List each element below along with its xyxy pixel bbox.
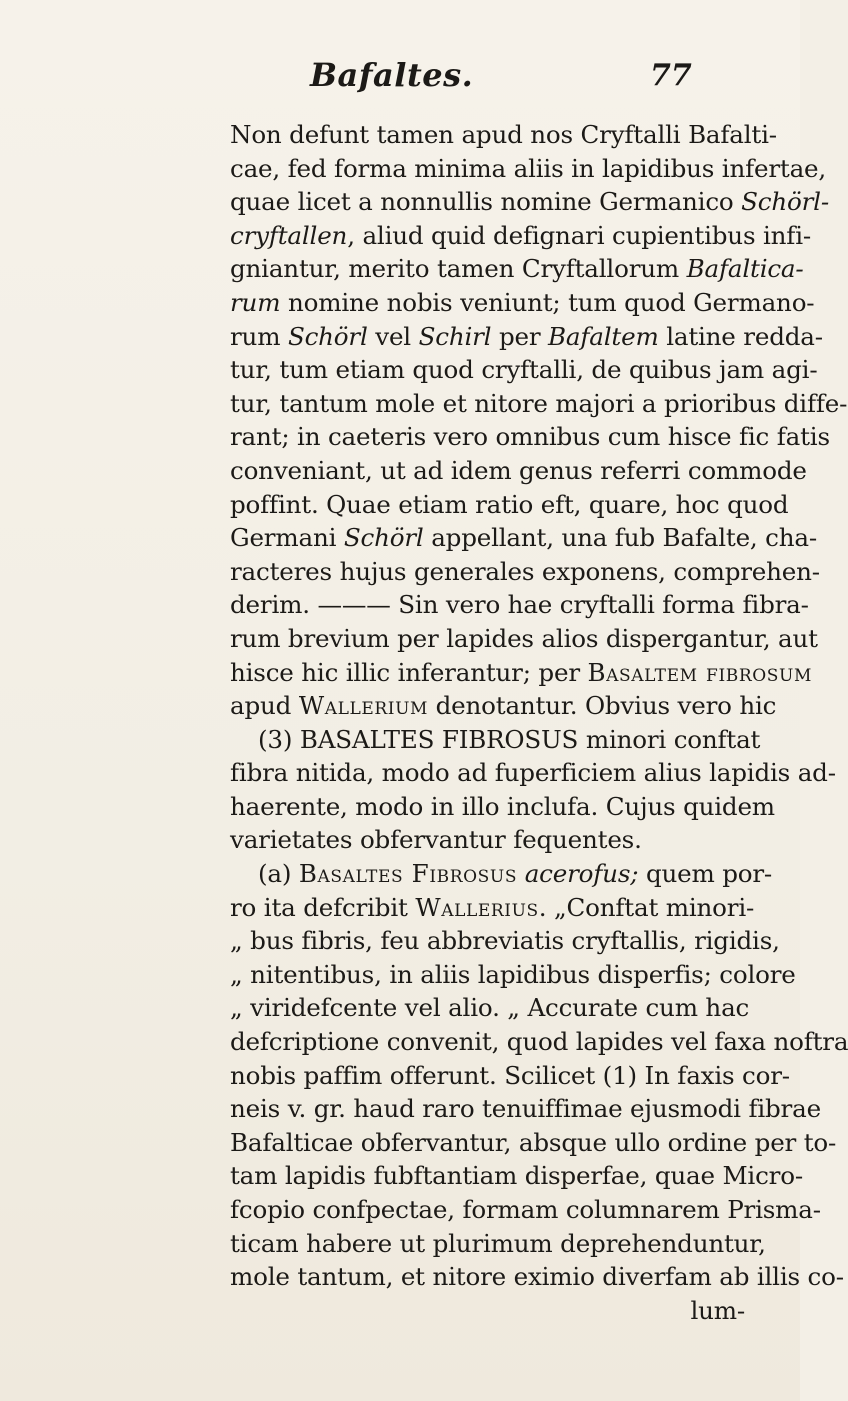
text-segment: tam lapidis fubftantiam disperfae, quae Micro- <box>230 1161 803 1191</box>
text-segment: poffint. Quae etiam ratio eft, quare, hoc quod <box>230 489 789 519</box>
text-segment <box>517 859 525 888</box>
text-segment: rum brevium per lapides alios dispergantur, aut <box>230 623 818 653</box>
text-segment: appellant, una fub Bafalte, cha- <box>423 523 817 553</box>
text-segment: hisce hic illic inferantur; per <box>230 657 588 687</box>
text-line <box>230 756 836 790</box>
text-segment: (a) <box>258 859 299 889</box>
text-line <box>230 353 818 387</box>
text-segment: neis v. gr. haud raro tenuiffimae ejusmodi fibrae <box>230 1094 821 1124</box>
text-line <box>230 958 796 992</box>
text-line <box>230 991 750 1025</box>
italic-text: Schörl- <box>741 187 829 217</box>
text-line <box>230 1025 848 1059</box>
text-line <box>230 219 811 253</box>
italic-text: cryftallen <box>230 220 348 250</box>
text-segment: „ nitentibus, in aliis lapidibus disperfis; colore <box>230 959 796 989</box>
text-segment: , aliud quid defignari cupientibus infi- <box>347 220 811 250</box>
text-segment: „ bus fibris, feu abbreviatis cryftallis, rigidis, <box>230 926 780 956</box>
text-segment: . „Conftat minori- <box>538 892 755 922</box>
text-line <box>230 185 829 219</box>
text-line <box>230 689 777 723</box>
text-line <box>230 387 848 421</box>
text-line <box>230 823 745 857</box>
text-segment: fcopio confpectae, formam columnarem Prisma- <box>230 1195 821 1224</box>
text-segment: apud <box>230 691 299 721</box>
italic-text: Bafaltica- <box>686 254 804 284</box>
text-line <box>230 622 818 656</box>
text-line <box>230 656 812 690</box>
text-line <box>230 723 761 757</box>
text-segment: Bafalticae obfervantur, absque ullo ordine per to- <box>230 1127 837 1157</box>
text-segment: racteres hujus generales exponens, comprehen- <box>230 556 820 586</box>
text-line <box>230 521 817 555</box>
text-line <box>230 857 773 891</box>
text-line <box>230 555 820 589</box>
text-segment: tur, tantum mole et nitore majori a prioribus diffe- <box>230 388 848 418</box>
text-segment: Non defunt tamen apud nos Cryftalli Bafalti- <box>230 120 777 149</box>
text-segment: latine redda- <box>658 321 823 351</box>
text-segment: fibra nitida, modo ad fuperficiem alius lapidis ad- <box>230 758 836 788</box>
text-segment: ro ita defcribit <box>230 892 416 922</box>
text-line <box>230 488 789 522</box>
text-line <box>230 790 775 824</box>
text-line <box>230 1092 821 1126</box>
text-line <box>230 420 830 454</box>
body-text <box>230 118 848 1327</box>
italic-text: acerofus; <box>524 859 639 889</box>
italic-text: Bafaltem <box>548 321 659 351</box>
italic-text: Schörl <box>343 523 424 553</box>
text-segment: rum <box>230 321 288 351</box>
text-segment: per <box>491 321 549 351</box>
running-title: Bafaltes. <box>310 56 474 94</box>
text-segment: gniantur, merito tamen Cryftallorum <box>230 254 687 284</box>
text-line <box>230 891 755 925</box>
text-line <box>230 152 827 186</box>
text-line <box>230 1260 844 1294</box>
text-segment: haerente, modo in illo inclufa. Cujus quidem <box>230 791 775 821</box>
text-line <box>230 1294 745 1328</box>
text-line <box>230 1059 790 1093</box>
text-segment: mole tantum, et nitore eximio diverfam ab illis co- <box>230 1262 844 1292</box>
text-segment: „ viridefcente vel alio. „ Accurate cum hac <box>230 993 750 1023</box>
small-caps-text: Basaltem fibrosum <box>587 657 812 687</box>
page-number: 77 <box>650 58 692 93</box>
text-line <box>230 454 807 488</box>
italic-text: Schirl <box>418 321 492 351</box>
text-line <box>230 1227 766 1261</box>
text-segment: rant; in caeteris vero omnibus cum hisce fic fatis <box>230 422 830 452</box>
text-line <box>230 286 815 320</box>
italic-text: Schörl <box>287 321 368 351</box>
text-segment: defcriptione convenit, quod lapides vel faxa noftra <box>230 1027 848 1057</box>
text-line <box>230 1126 837 1160</box>
text-line <box>230 588 809 622</box>
text-segment: varietates obfervantur fequentes. <box>230 825 642 855</box>
text-segment: (3) BASALTES FIBROSUS minori conftat <box>258 724 761 754</box>
text-line <box>230 1159 803 1193</box>
text-segment: vel <box>367 321 419 351</box>
text-segment: quem por- <box>638 859 773 889</box>
text-segment: quae licet a nonnullis nomine Germanico <box>230 187 742 217</box>
text-line <box>230 252 804 286</box>
italic-text: rum <box>230 287 281 317</box>
text-line <box>230 924 780 958</box>
text-segment: lum- <box>690 1295 745 1325</box>
text-segment: denotantur. Obvius vero hic <box>428 691 777 721</box>
text-line <box>230 1193 821 1227</box>
text-segment: conveniant, ut ad idem genus referri commode <box>230 455 807 485</box>
text-line <box>230 118 777 152</box>
text-segment: cae, fed forma minima aliis in lapidibus infertae, <box>230 153 827 183</box>
running-head <box>0 56 800 96</box>
text-segment: derim. ——— Sin vero hae cryftalli forma fibra- <box>230 590 809 620</box>
text-line <box>230 320 823 354</box>
text-segment: Germani <box>230 523 344 553</box>
text-segment: nomine nobis veniunt; tum quod Germano- <box>280 287 815 317</box>
small-caps-text: Basaltes Fibrosus <box>298 859 518 889</box>
text-segment: tur, tum etiam quod cryftalli, de quibus jam agi- <box>230 355 818 385</box>
text-segment: nobis paffim offerunt. Scilicet (1) In faxis cor- <box>230 1060 790 1090</box>
small-caps-text: Wallerius <box>415 892 539 922</box>
text-segment: ticam habere ut plurimum deprehenduntur, <box>230 1228 766 1258</box>
small-caps-text: Wallerium <box>298 691 429 721</box>
